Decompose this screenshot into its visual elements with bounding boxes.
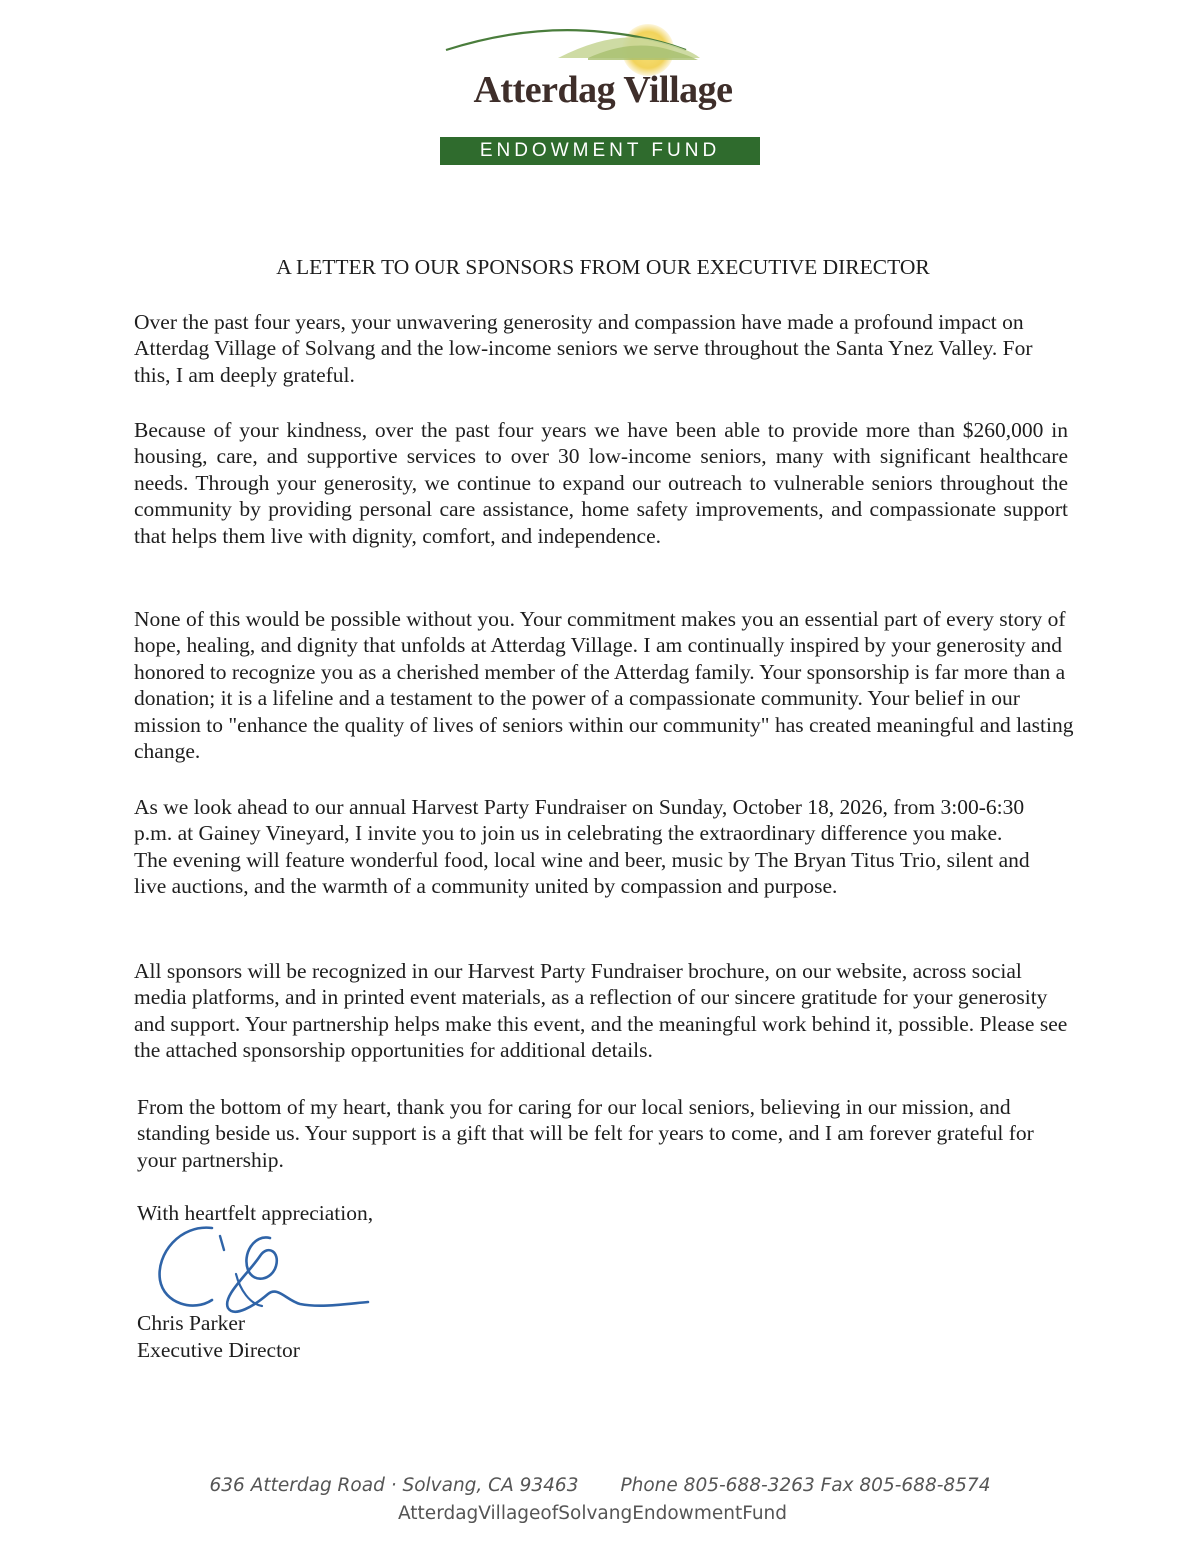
paragraph-4: As we look ahead to our annual Harvest Party Fundraiser on Sunday, October 18, 2026, from 3:00-6:30 p.m. at Gainey Vineyard, I invite you to join us in celebrating the extraordinary difference you make. The evening will feature wonderful food, local wine and beer, music by The Bryan Titus Trio, silent and live auctions, and the warmth of a community united by compassion and purpose. xyxy=(134,795,1030,899)
logo-subtitle-bar: ENDOWMENT FUND xyxy=(440,137,760,165)
letter-heading: A LETTER TO OUR SPONSORS FROM OUR EXECUTIVE DIRECTOR xyxy=(276,255,930,279)
footer-contact xyxy=(0,1473,1200,1499)
signer-name: Chris Parker xyxy=(137,1311,246,1336)
footer-website: AtterdagVillageofSolvangEndowmentFund xyxy=(397,1503,788,1524)
logo xyxy=(438,18,768,161)
paragraph-1: Over the past four years, your unwavering generosity and compassion have made a profound impact on Atterdag Village of Solvang and the low-income seniors we serve throughout the Santa Ynez Valley. For this, I am deeply grateful. xyxy=(134,310,1033,387)
paragraph-3: None of this would be possible without you. Your commitment makes you an essential part of every story of hope, healing, and dignity that unfolds at Atterdag Village. I am continually inspired by your generosity and honored to recognize you as a cherished member of the Atterdag family. Your sponsorship is far more than a donation; it is a lifeline and a testament to the power of a compassionate community. Your belief in our mission to "enhance the quality of lives of seniors within our community" has created meaningful and lasting change. xyxy=(134,607,1074,764)
paragraph-5: All sponsors will be recognized in our Harvest Party Fundraiser brochure, on our website, across social media platforms, and in printed event materials, as a reflection of our sincere gratitude for your generosity and support. Your partnership helps make this event, and the meaningful work behind it, possible. Please see the attached sponsorship opportunities for additional details. xyxy=(134,959,1068,1063)
logo-name: Atterdag Village xyxy=(473,69,733,111)
paragraph-6: From the bottom of my heart, thank you for caring for our local seniors, believing in our mission, and standing beside us. Your support is a gift that will be felt for years to come, and I am forever grateful for your partnership. xyxy=(137,1095,1034,1172)
paragraph-2: Because of your kindness, over the past four years we have been able to provide more than $260,000 in housing, care, and supportive services to over 30 low-income seniors, many with significant healthcare needs. Through your generosity, we continue to expand our outreach to vulnerable seniors throughout the community by providing personal care assistance, home safety improvements, and compassionate support that helps them live with dignity, comfort, and independence. xyxy=(134,418,1068,548)
footer-address: 636 Atterdag Road · Solvang, CA 93463 xyxy=(209,1475,579,1496)
signer-title: Executive Director xyxy=(137,1337,300,1362)
closing-line: With heartfelt appreciation, xyxy=(137,1201,374,1225)
handwritten-signature xyxy=(150,1214,380,1329)
footer-phone: Phone 805-688-3263 Fax 805-688-8574 xyxy=(620,1475,991,1496)
